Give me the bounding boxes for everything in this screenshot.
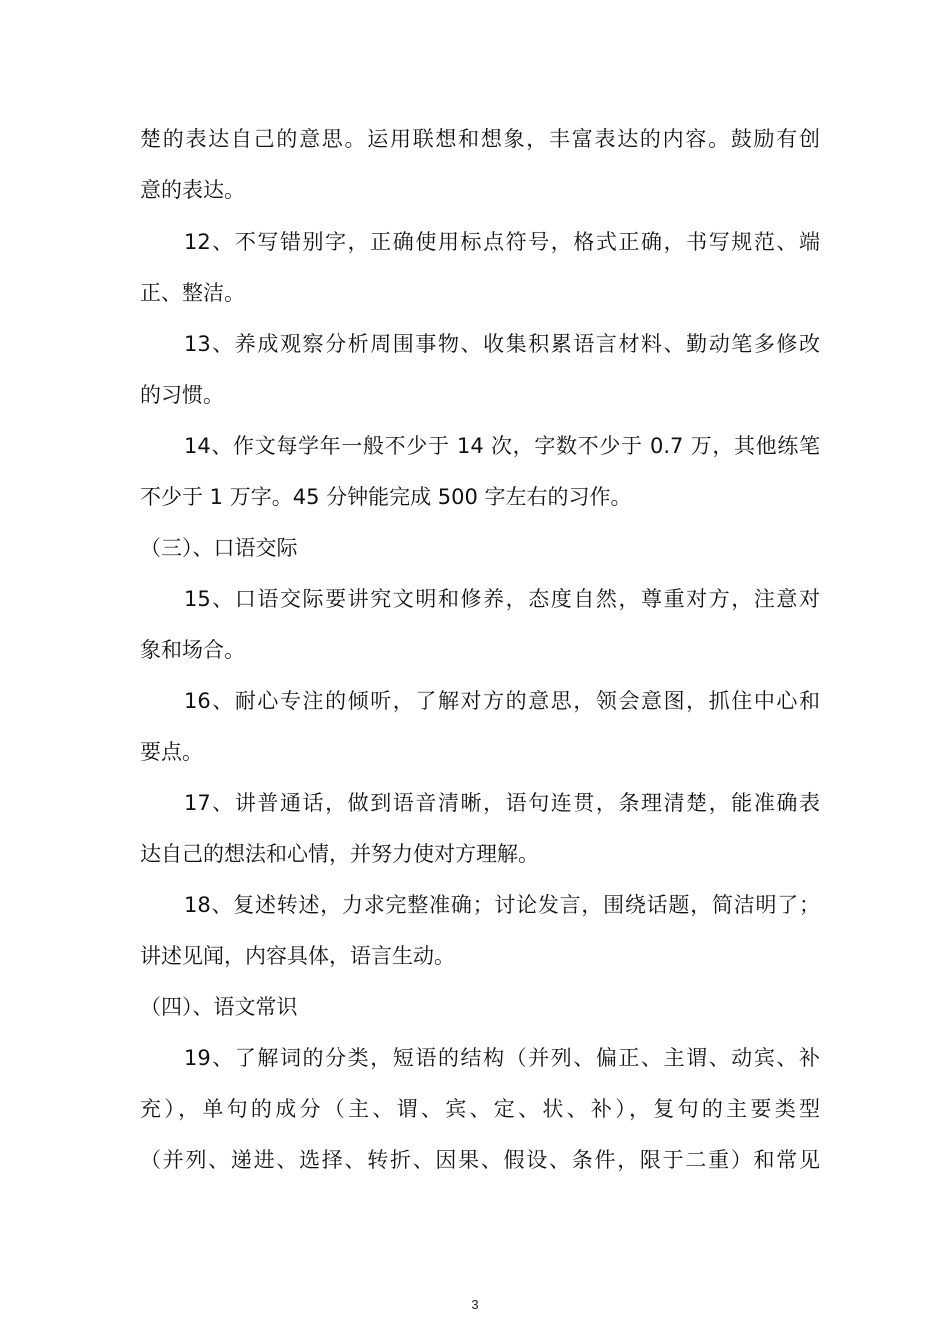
paragraph-12-line: 12、不写错别字，正确使用标点符号，格式正确，书写规范、端 [184, 230, 820, 254]
text-line: 充），单句的成分（主、谓、宾、定、状、补），复句的主要类型 [140, 1097, 820, 1121]
paragraph-15-line: 15、口语交际要讲究文明和修养，态度自然，尊重对方，注意对 [184, 587, 820, 611]
text-line: （并列、递进、选择、转折、因果、假设、条件，限于二重）和常见 [140, 1148, 820, 1172]
text-line: 正、整洁。 [140, 281, 245, 305]
text-line: 的习惯。 [140, 383, 224, 407]
text-line: 达自己的想法和心情，并努力使对方理解。 [140, 842, 539, 866]
paragraph-17-line: 17、讲普通话，做到语音清晰，语句连贯，条理清楚，能准确表 [184, 791, 820, 815]
page-number: 3 [471, 1297, 479, 1312]
paragraph-13-line: 13、养成观察分析周围事物、收集积累语言材料、勤动笔多修改 [184, 332, 820, 356]
paragraph-19-line: 19、了解词的分类，短语的结构（并列、偏正、主谓、动宾、补 [184, 1046, 820, 1070]
section-heading-speaking: （三）、口语交际 [140, 536, 298, 560]
text-line: 楚的表达自己的意思。运用联想和想象，丰富表达的内容。鼓励有创 [140, 127, 820, 151]
paragraph-14-line: 14、作文每学年一般不少于 14 次，字数不少于 0.7 万，其他练笔 [184, 434, 820, 458]
text-line: 要点。 [140, 740, 203, 764]
paragraph-16-line: 16、耐心专注的倾听，了解对方的意思，领会意图，抓住中心和 [184, 689, 820, 713]
text-line: 不少于 1 万字。45 分钟能完成 500 字左右的习作。 [140, 485, 632, 509]
text-line: 象和场合。 [140, 638, 245, 662]
text-line: 意的表达。 [140, 178, 245, 202]
section-heading-knowledge: （四）、语文常识 [140, 995, 298, 1019]
text-line: 讲述见闻，内容具体，语言生动。 [140, 944, 455, 968]
paragraph-18-line: 18、复述转述，力求完整准确；讨论发言，围绕话题，简洁明了； [184, 893, 820, 917]
